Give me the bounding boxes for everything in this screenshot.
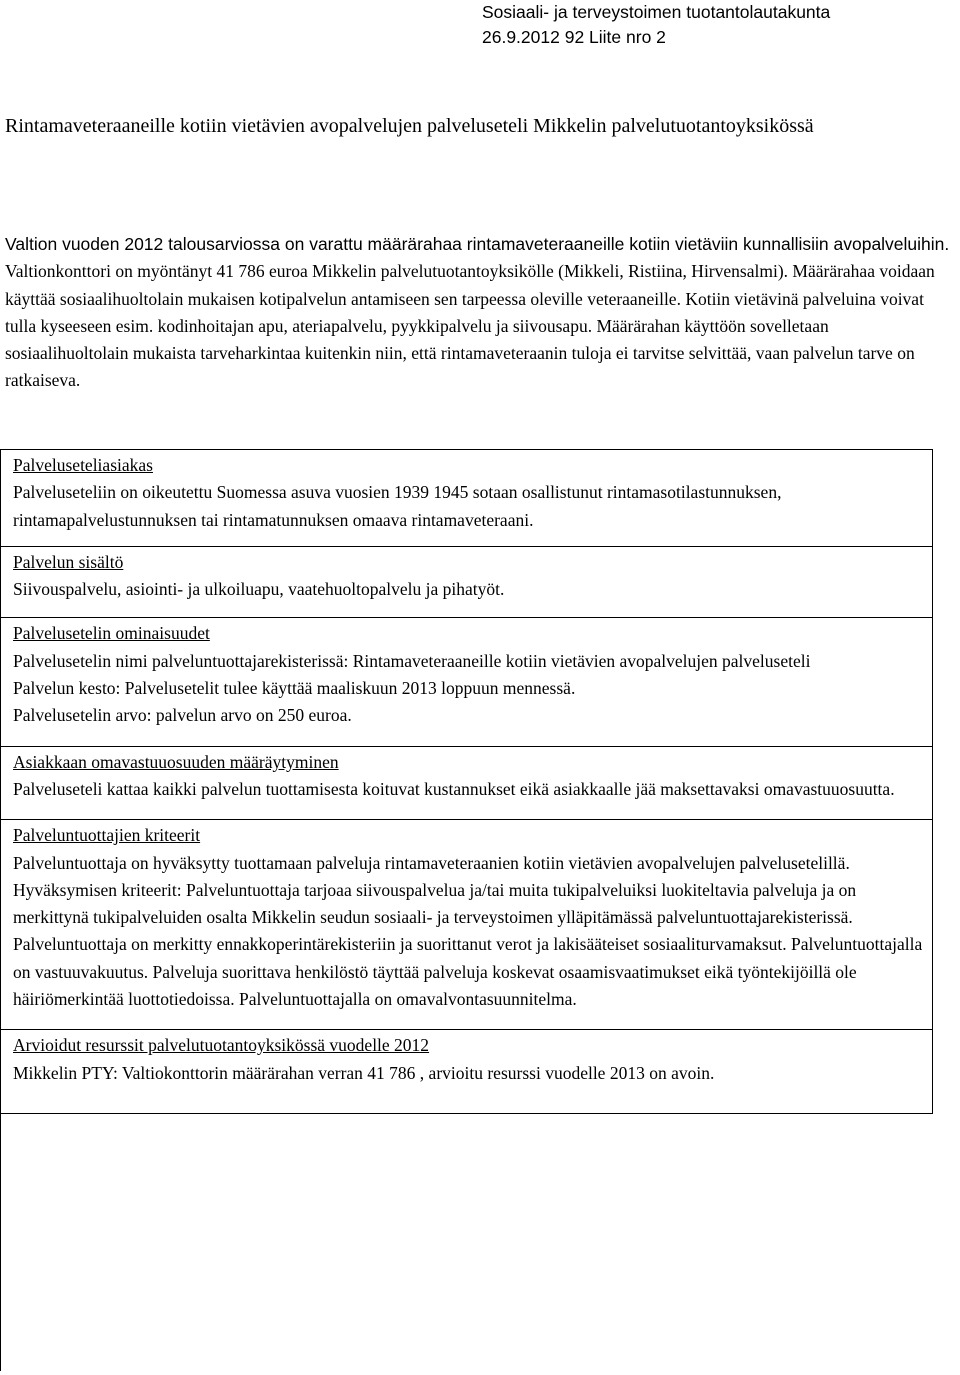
intro-part-1: Valtion vuoden 2012 talousarviossa on varattu määrärahaa rintamaveteraaneille kotiin vietäviin kunnallisiin avopalveluihin.	[5, 234, 950, 254]
intro-paragraph	[5, 231, 955, 395]
section-text: Mikkelin PTY: Valtiokonttorin määrärahan verran 41 786 , arvioitu resurssi vuodelle 2013 on avoin.	[13, 1062, 715, 1083]
sections-table	[0, 449, 933, 1114]
section-text: Palvelusetelin nimi palveluntuottajarekisterissä: Rintamaveteraaneille kotiin vietävien avopalvelujen palveluseteli	[13, 650, 811, 671]
intro-part-2: Valtionkonttori on myöntänyt 41 786 euroa Mikkelin palvelutuotantoyksikölle (Mikkeli, Ristiina, Hirvensalmi). Määrärahaa voidaan käyttää sosiaalihuoltolain mukaisen kotipalvelun antamiseen sen tarpeessa oleville veteraaneille. Kotiin vietävinä palveluina voivat tulla kyseeseen esim. kodinhoitajan apu, ateriapalvelu, pyykkipalvelu ja siivousapu. Määrärahan käyttöön sovelletaan sosiaalihuoltolain mukaista tarveharkintaa kuitenkin niin, että rintamaveteraanin tuloja ei tarvitse selvittää, vaan palvelun tarve on ratkaiseva.	[5, 261, 935, 391]
section-text: Palveluseteli kattaa kaikki palvelun tuottamisesta koituvat kustannukset eikä asiakkaalle jää maksettavaksi omavastuuosuutta.	[13, 778, 895, 799]
date-and-appendix: 26.9.2012 92 Liite nro 2	[482, 27, 666, 47]
section-provider-criteria	[0, 819, 932, 1029]
section-client	[0, 450, 932, 546]
document-header	[482, 0, 952, 50]
section-text: Palvelun kesto: Palvelusetelit tulee käyttää maaliskuun 2013 loppuun mennessä.	[13, 678, 576, 699]
section-heading: Arvioidut resurssit palvelutuotantoyksikössä vuodelle 2012	[13, 1035, 430, 1056]
section-text: Palveluntuottaja on hyväksytty tuottamaan palveluja rintamaveteraanien kotiin vietävien avopalvelujen palvelusetelillä. Hyväksymisen kriteerit: Palveluntuottaja tarjoaa siivouspalvelua ja/tai muita tukipalveluiksi luokiteltavia palveluja ja on merkittynä tukipalveluiden osalta Mikkelin seudun sosiaali- ja terveystoimen ylläpitämässä palveluntuottajarekisterissä. Palveluntuottaja on merkitty ennakkoperintärekisteriin ja suorittanut verot ja lakisääteiset sosiaaliturvamaksut. Palveluntuottajalla on vastuuvakuutus. Palveluja suorittava henkilöstö täyttää palveluja koskevat osaamisvaatimukset eikä työntekijöillä ole häiriömerkintää luottotiedoissa. Palveluntuottajalla on omavalvontasuunnitelma.	[13, 852, 923, 1010]
section-text: Palveluseteliin on oikeutettu Suomessa asuva vuosien 1939 1945 sotaan osallistunut rintamasotilastunnuksen, rintamapalvelustunnuksen tai rintamatunnuksen omaava rintamaveteraani.	[13, 482, 782, 530]
section-text: Siivouspalvelu, asiointi- ja ulkoiluapu, vaatehuoltopalvelu ja pihatyöt.	[13, 579, 505, 600]
section-heading: Palveluntuottajien kriteerit	[13, 825, 201, 846]
section-heading: Asiakkaan omavastuuosuuden määräytyminen	[13, 751, 339, 772]
section-content	[0, 546, 932, 618]
committee-name: Sosiaali- ja terveystoimen tuotantolautakunta	[482, 2, 831, 22]
section-properties	[0, 617, 932, 745]
section-heading: Palvelusetelin ominaisuudet	[13, 623, 210, 644]
section-heading: Palvelun sisältö	[13, 551, 124, 572]
section-deductible	[0, 746, 932, 820]
section-text: Palvelusetelin arvo: palvelun arvo on 250 euroa.	[13, 705, 352, 726]
document-title: Rintamaveteraaneille kotiin vietävien avopalvelujen palveluseteli Mikkelin palvelutuotantoyksikössä	[5, 115, 814, 137]
section-heading: Palveluseteliasiakas	[13, 455, 153, 475]
section-resources	[0, 1029, 932, 1113]
